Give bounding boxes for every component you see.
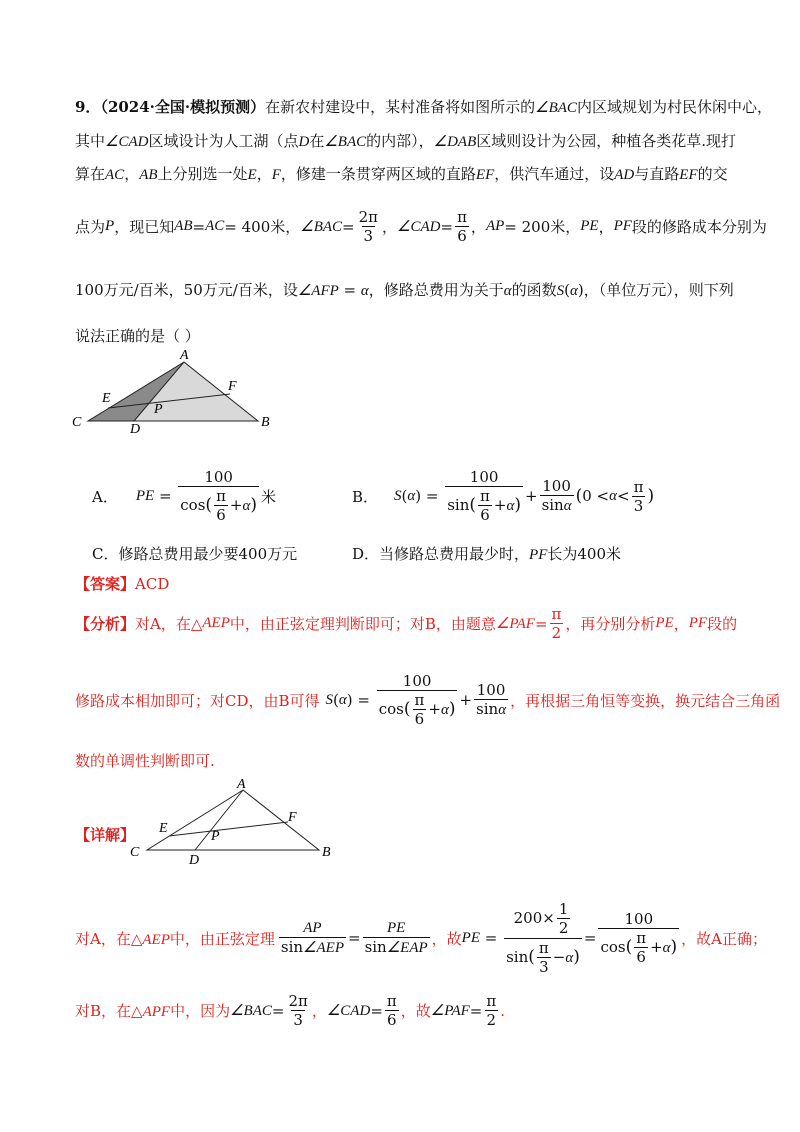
option-b: B． S ( α ) = 100 sin( $\frac{\pi}{6}$ +α) + $\frac{100}{\sin\alpha}$ ( 0 < α < $\frac{\pi}{3}$ ) [352, 468, 655, 524]
option-c: C．修路总费用最少要400万元 [92, 545, 298, 563]
question-line-6: 说法正确的是（ ） [75, 327, 200, 345]
answer-value: ACD [135, 575, 170, 593]
analysis-line-3: 数的单调性判断即可. [75, 752, 215, 770]
analysis-line-2: 修路成本相加即可；对CD，由B可得 S ( α ) = 100 cos( $\frac{\pi}{6}$ +α) + $\frac{100}{\sin\alpha}$ ，再根据三角恒等变换，换元结合三角函 [75, 672, 781, 728]
question-line-5: 100万元/百米，50万元/百米，设∠AFP = α，修路总费用为关于α的函数S(α)，（单位万元），则下列 [75, 281, 734, 299]
label-d-2: D [189, 853, 200, 866]
label-d: D [130, 422, 141, 433]
label-a-2: A [237, 777, 246, 792]
label-c: C [72, 415, 82, 430]
analysis-line-1: 【分析】 对A，在△ AEP 中，由正弦定理判断即可；对B，由题意 ∠PAF = $\frac{\pi}{2}$ ，再分别分析 PE ， PF 段的 [75, 605, 738, 642]
label-a: A [180, 348, 189, 363]
analysis-label: 【分析】 [75, 615, 136, 634]
label-e: E [102, 391, 111, 406]
label-b: B [261, 415, 270, 430]
label-p-2: P [211, 829, 220, 844]
detail-line-2: 对B，在△APF中，因为 ∠BAC = $\frac{2\pi}{3}$ ， ∠CAD = $\frac{\pi}{6}$ ，故 ∠PAF = $\frac{\pi}{2}$ . [75, 992, 505, 1029]
detail-figure [125, 776, 340, 866]
segment-ef-2 [169, 822, 288, 836]
question-figure [68, 348, 278, 433]
question-line-4: 点为 P ，现已知 AB = AC = 400米， ∠BAC = $\frac{2\pi}{3}$ ， ∠CAD = $\frac{\pi}{6}$ ， AP = 200米， PE ， PF 段的修路成本分别为 [75, 208, 767, 245]
label-f: F [228, 379, 237, 394]
label-b-2: B [322, 845, 331, 860]
label-e-2: E [159, 821, 168, 836]
question-number: 9． [75, 98, 101, 116]
question-line-1: 9．（2024·全国·模拟预测）在新农村建设中，某村准备将如图所示的∠BAC内区域规划为村民休闲中心， [75, 98, 772, 116]
label-c-2: C [130, 845, 140, 860]
answer-label: 【答案】 [75, 575, 136, 593]
detail-line-1: 对A，在△AEP中，由正弦定理 $\frac{AP}{\text{sin∠AEP}}$ = $\frac{PE}{\text{sin∠EAP}}$ ，故 PE = 200× $\frac{1}{2}$ sin( $\frac{\pi}{3}$ −α) = 100 cos( $\frac{\pi}{6}$ +α) ，故A正确； [75, 900, 768, 976]
question-line-3: 算在AC，AB上分别选一处E，F，修建一条贯穿两区域的直路EF，供汽车通过，设AD与直路EF的交 [75, 165, 728, 183]
option-a: A． PE = 100 cos( $\frac{\pi}{6}$ +α) 米 [92, 468, 277, 524]
option-d: D．当修路总费用最少时，PF长为400米 [352, 545, 621, 563]
label-f-2: F [288, 810, 297, 825]
answer-line [75, 573, 169, 594]
question-source: （2024·全国·模拟预测） [100, 98, 266, 116]
label-p: P [154, 402, 163, 417]
detail-label: 【详解】 [75, 826, 136, 844]
question-line-2: 其中∠CAD区域设计为人工湖（点D在∠BAC的内部），∠DAB区域则设计为公园，种植各类花草.现打 [75, 132, 737, 150]
